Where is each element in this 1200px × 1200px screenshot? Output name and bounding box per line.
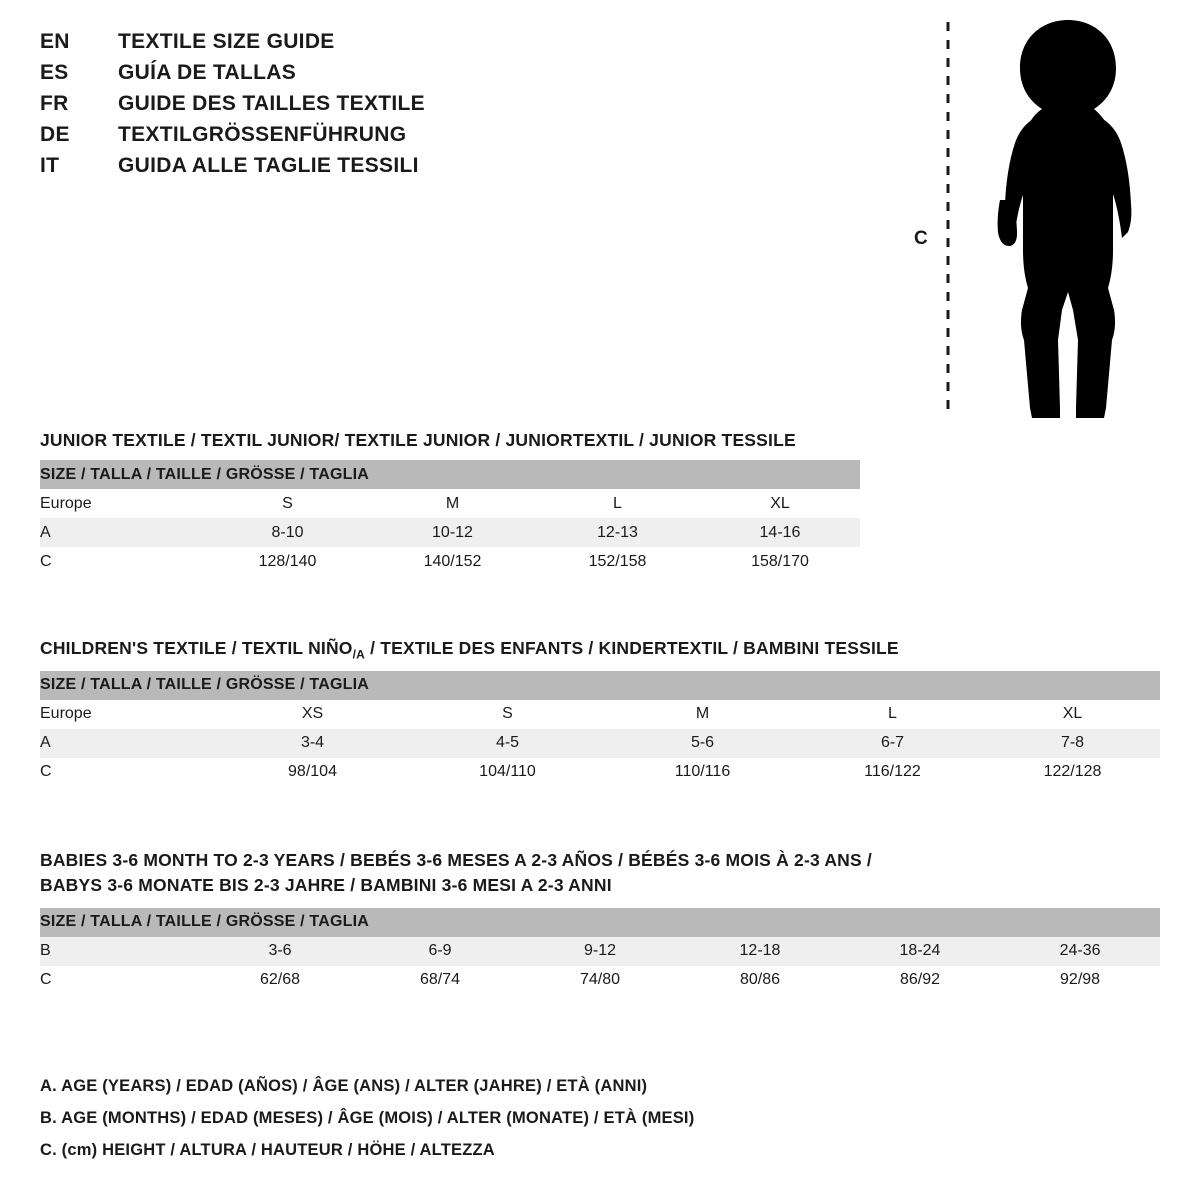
child-silhouette-figure <box>900 10 1150 430</box>
junior-size-table <box>40 460 860 576</box>
junior-size-xl: XL <box>700 489 860 518</box>
table-row <box>40 937 1160 966</box>
footnote-c: C. (cm) HEIGHT / ALTURA / HAUTEUR / HÖHE / ALTEZZA <box>40 1141 495 1160</box>
junior-size-m: M <box>370 489 535 518</box>
language-row-fr <box>40 92 600 123</box>
table-row <box>40 700 1160 729</box>
children-row-c-v1: 104/110 <box>410 758 605 787</box>
section-babies-title <box>40 848 1160 899</box>
junior-row-a-v2: 12-13 <box>535 518 700 547</box>
junior-row-c-v3: 158/170 <box>700 547 860 576</box>
language-title-de: TEXTILGRÖSSENFÜHRUNG <box>118 123 407 146</box>
language-code-en: EN <box>40 30 70 53</box>
section-children-title <box>40 638 1160 662</box>
children-row-c-v0: 98/104 <box>215 758 410 787</box>
junior-row-c-v2: 152/158 <box>535 547 700 576</box>
babies-row-c-v4: 86/92 <box>840 966 1000 995</box>
babies-row-c-v1: 68/74 <box>360 966 520 995</box>
table-header-row <box>40 671 1160 700</box>
legend-footnotes <box>40 1070 1140 1167</box>
junior-size-l: L <box>535 489 700 518</box>
language-title-list <box>40 30 600 185</box>
height-measure-label: C <box>914 228 928 249</box>
child-body-shape <box>998 20 1132 418</box>
children-region-label: Europe <box>40 700 215 729</box>
children-row-c-label: C <box>40 758 215 787</box>
babies-row-b-v3: 12-18 <box>680 937 840 966</box>
language-row-de <box>40 123 600 154</box>
junior-row-c-label: C <box>40 547 205 576</box>
babies-row-c-v5: 92/98 <box>1000 966 1160 995</box>
language-row-it <box>40 154 600 185</box>
children-row-a-v2: 5-6 <box>605 729 800 758</box>
language-code-de: DE <box>40 123 70 146</box>
babies-row-c-v2: 74/80 <box>520 966 680 995</box>
child-silhouette-icon <box>900 10 1150 430</box>
junior-row-c-v0: 128/140 <box>205 547 370 576</box>
children-row-a-v3: 6-7 <box>800 729 985 758</box>
children-size-xs: XS <box>215 700 410 729</box>
babies-title-line2: BABYS 3-6 MONATE BIS 2-3 JAHRE / BAMBINI 3-6 MESI A 2-3 ANNI <box>40 875 612 896</box>
section-junior-title: JUNIOR TEXTILE / TEXTIL JUNIOR/ TEXTILE JUNIOR / JUNIORTEXTIL / JUNIOR TESSILE <box>40 430 796 450</box>
junior-row-a-v0: 8-10 <box>205 518 370 547</box>
children-row-a-label: A <box>40 729 215 758</box>
table-header-row <box>40 460 860 489</box>
children-row-a-v0: 3-4 <box>215 729 410 758</box>
table-row <box>40 966 1160 995</box>
language-row-es <box>40 61 600 92</box>
table-row <box>40 489 860 518</box>
babies-row-b-v2: 9-12 <box>520 937 680 966</box>
children-size-s: S <box>410 700 605 729</box>
children-size-l: L <box>800 700 985 729</box>
language-title-en: TEXTILE SIZE GUIDE <box>118 30 335 53</box>
junior-size-s: S <box>205 489 370 518</box>
children-size-table <box>40 671 1160 787</box>
children-title-part1: CHILDREN'S TEXTILE / TEXTIL NIÑO <box>40 638 353 658</box>
children-row-a-v4: 7-8 <box>985 729 1160 758</box>
language-code-es: ES <box>40 61 69 84</box>
table-row <box>40 518 860 547</box>
section-children <box>40 638 1160 787</box>
table-row <box>40 547 860 576</box>
junior-row-a-label: A <box>40 518 205 547</box>
language-title-fr: GUIDE DES TAILLES TEXTILE <box>118 92 425 115</box>
children-title-part2: / TEXTILE DES ENFANTS / KINDERTEXTIL / BAMBINI TESSILE <box>365 638 899 658</box>
babies-size-header: SIZE / TALLA / TAILLE / GRÖSSE / TAGLIA <box>40 908 1160 937</box>
footnote-b: B. AGE (MONTHS) / EDAD (MESES) / ÂGE (MOIS) / ALTER (MONATE) / ETÀ (MESI) <box>40 1109 695 1128</box>
language-title-it: GUIDA ALLE TAGLIE TESSILI <box>118 154 419 177</box>
section-babies <box>40 848 1160 995</box>
babies-row-b-v4: 18-24 <box>840 937 1000 966</box>
language-row-en <box>40 30 600 61</box>
children-row-c-v4: 122/128 <box>985 758 1160 787</box>
junior-row-a-v3: 14-16 <box>700 518 860 547</box>
table-row <box>40 758 1160 787</box>
babies-row-b-label: B <box>40 937 200 966</box>
children-title-sub: /A <box>352 647 366 662</box>
babies-row-b-v1: 6-9 <box>360 937 520 966</box>
babies-row-c-label: C <box>40 966 200 995</box>
babies-row-c-v0: 62/68 <box>200 966 360 995</box>
children-row-c-v3: 116/122 <box>800 758 985 787</box>
junior-size-header: SIZE / TALLA / TAILLE / GRÖSSE / TAGLIA <box>40 460 860 489</box>
babies-row-c-v3: 80/86 <box>680 966 840 995</box>
junior-row-a-v1: 10-12 <box>370 518 535 547</box>
babies-title-line1: BABIES 3-6 MONTH TO 2-3 YEARS / BEBÉS 3-6 MESES A 2-3 AÑOS / BÉBÉS 3-6 MOIS À 2-3 ANS / <box>40 850 872 870</box>
table-row <box>40 729 1160 758</box>
babies-row-b-v0: 3-6 <box>200 937 360 966</box>
language-code-it: IT <box>40 154 60 177</box>
junior-region-label: Europe <box>40 489 205 518</box>
section-junior <box>40 430 1160 576</box>
babies-row-b-v5: 24-36 <box>1000 937 1160 966</box>
babies-size-table <box>40 908 1160 995</box>
children-size-header: SIZE / TALLA / TAILLE / GRÖSSE / TAGLIA <box>40 671 1160 700</box>
table-header-row <box>40 908 1160 937</box>
children-size-xl: XL <box>985 700 1160 729</box>
footnote-a: A. AGE (YEARS) / EDAD (AÑOS) / ÂGE (ANS) / ALTER (JAHRE) / ETÀ (ANNI) <box>40 1077 648 1095</box>
children-size-m: M <box>605 700 800 729</box>
children-row-a-v1: 4-5 <box>410 729 605 758</box>
junior-row-c-v1: 140/152 <box>370 547 535 576</box>
language-code-fr: FR <box>40 92 69 115</box>
children-row-c-v2: 110/116 <box>605 758 800 787</box>
language-title-es: GUÍA DE TALLAS <box>118 61 297 84</box>
